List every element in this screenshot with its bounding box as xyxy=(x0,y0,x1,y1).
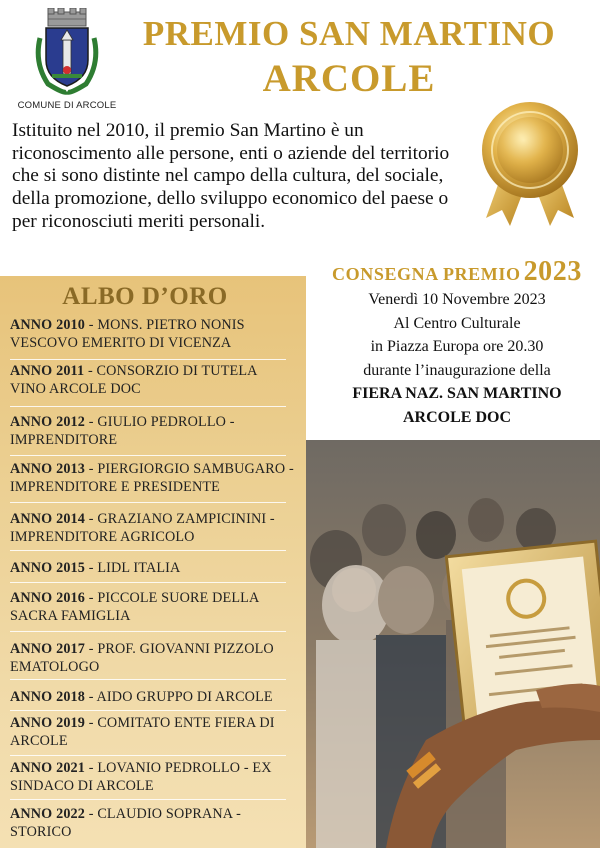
divider xyxy=(10,502,286,503)
entry-year: ANNO 2016 xyxy=(10,590,86,606)
entry-year: ANNO 2011 xyxy=(10,363,85,379)
entry-text: - AIDO GRUPPO DI ARCOLE xyxy=(88,689,273,705)
award-ceremony-info xyxy=(316,256,598,429)
list-item xyxy=(10,510,294,546)
entry-text: - LOVANIO PEDROLLO - EX SINDACO DI ARCOLE xyxy=(10,760,272,794)
medal-icon xyxy=(474,98,586,228)
list-item xyxy=(10,316,294,352)
fair-name-line2: ARCOLE DOC xyxy=(402,408,511,426)
entry-text: - PIERGIORGIO SAMBUGARO - IMPRENDITORE E PRESIDENTE xyxy=(10,461,294,495)
consegna-year: 2023 xyxy=(523,256,582,287)
list-item xyxy=(10,413,294,449)
consegna-heading xyxy=(316,256,598,288)
title-line2: ARCOLE xyxy=(262,57,436,100)
entry-text: - GIULIO PEDROLLO - IMPRENDITORE xyxy=(10,414,235,448)
entry-year: ANNO 2021 xyxy=(10,760,86,776)
coat-of-arms-icon xyxy=(34,8,100,96)
entry-year: ANNO 2014 xyxy=(10,511,86,527)
list-item xyxy=(10,640,294,676)
divider xyxy=(10,755,286,756)
event-venue: Al Centro Culturale xyxy=(393,314,521,332)
divider xyxy=(10,582,286,583)
list-item xyxy=(10,589,294,625)
list-item xyxy=(10,714,294,750)
divider xyxy=(10,550,286,551)
entry-text: - MONS. PIETRO NONIS VESCOVO EMERITO DI VICENZA xyxy=(10,317,245,351)
entry-text: - PICCOLE SUORE DELLA SACRA FAMIGLIA xyxy=(10,590,259,624)
intro-paragraph: Istituito nel 2010, il premio San Martino è un riconoscimento alle persone, enti o aziende del territorio che si sono distinte nel campo della cultura, del sociale, della promozione, dello sviluppo economico del paese o per riconosciuti meriti personali. xyxy=(12,120,450,232)
event-context: durante l’inaugurazione della xyxy=(363,361,551,379)
list-item xyxy=(10,460,294,496)
entry-year: ANNO 2012 xyxy=(10,414,86,430)
entry-text: - COMITATO ENTE FIERA DI ARCOLE xyxy=(10,715,275,749)
entry-text: - PROF. GIOVANNI PIZZOLO EMATOLOGO xyxy=(10,641,274,675)
list-item xyxy=(10,805,294,841)
page-title xyxy=(118,16,580,98)
divider xyxy=(10,631,286,632)
divider xyxy=(10,359,286,360)
event-place-time: in Piazza Europa ore 20.30 xyxy=(370,338,544,355)
title-line1: PREMIO SAN MARTINO xyxy=(142,14,556,53)
coat-of-arms-caption: COMUNE DI ARCOLE xyxy=(17,100,117,111)
award-ceremony-photo xyxy=(306,440,600,848)
entry-text: - GRAZIANO ZAMPICININI - IMPRENDITORE AGRICOLO xyxy=(10,511,275,545)
list-item xyxy=(10,688,294,706)
divider xyxy=(10,679,286,680)
entry-text: - LIDL ITALIA xyxy=(88,560,181,576)
divider xyxy=(10,455,286,456)
albo-title: ALBO D’ORO xyxy=(62,283,228,310)
entry-year: ANNO 2010 xyxy=(10,317,86,333)
fair-name-line1: FIERA NAZ. SAN MARTINO xyxy=(352,385,562,402)
entry-year: ANNO 2022 xyxy=(10,806,86,822)
divider xyxy=(10,799,286,800)
entry-text: - CLAUDIO SOPRANA - STORICO xyxy=(10,806,241,840)
list-item xyxy=(10,759,294,795)
event-date: Venerdì 10 Novembre 2023 xyxy=(368,291,546,308)
coat-of-arms xyxy=(14,8,120,114)
entry-year: ANNO 2015 xyxy=(10,560,86,576)
list-item xyxy=(10,362,294,398)
albo-oro-panel xyxy=(0,276,306,848)
entry-year: ANNO 2017 xyxy=(10,641,86,657)
divider xyxy=(10,406,286,407)
consegna-label: CONSEGNA PREMIO xyxy=(332,264,521,284)
entry-year: ANNO 2013 xyxy=(10,461,86,477)
entry-text: - CONSORZIO DI TUTELA VINO ARCOLE DOC xyxy=(10,363,257,397)
entry-year: ANNO 2019 xyxy=(10,715,86,731)
entry-year: ANNO 2018 xyxy=(10,689,86,705)
divider xyxy=(10,710,286,711)
list-item xyxy=(10,559,294,577)
